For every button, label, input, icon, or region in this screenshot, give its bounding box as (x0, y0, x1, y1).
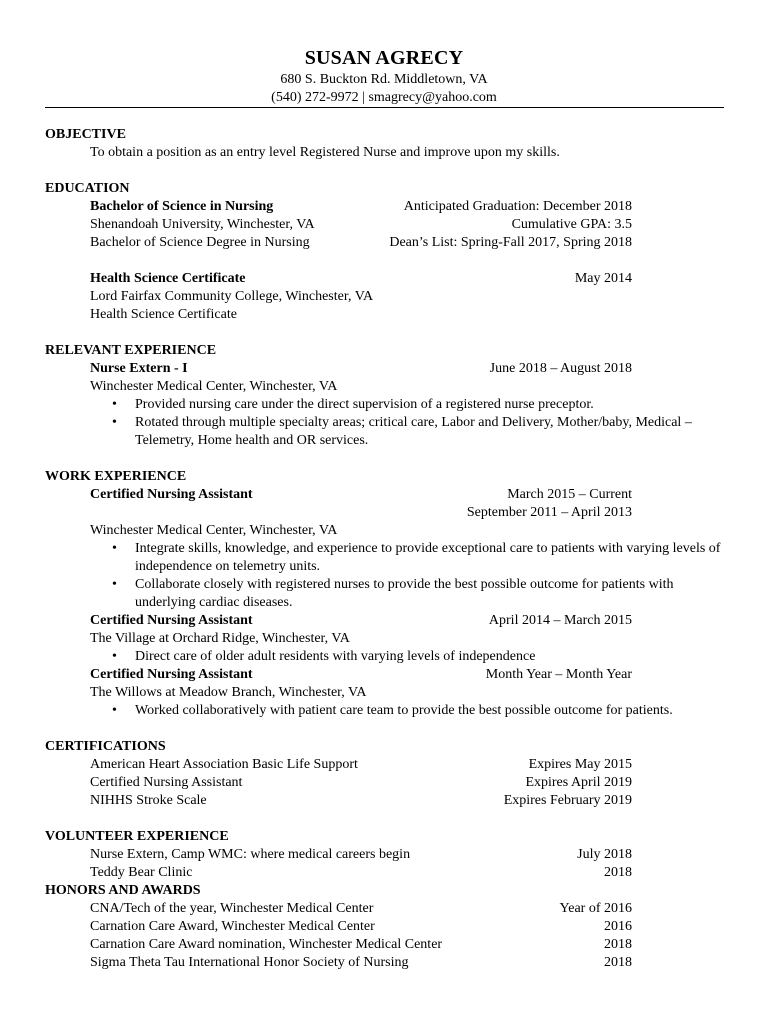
education-entry-degree (45, 234, 632, 252)
volunteer-row (45, 864, 632, 882)
volunteer-date: July 2018 (577, 847, 632, 862)
degree-name: Bachelor of Science Degree in Nursing (90, 235, 310, 250)
certification-row (45, 774, 632, 792)
award-name: Carnation Care Award, Winchester Medical Center (90, 919, 375, 934)
certification-row (45, 756, 632, 774)
bullet-icon: • (112, 415, 117, 430)
section-heading: CERTIFICATIONS (45, 739, 166, 754)
certification-row (45, 792, 632, 810)
award-date: 2018 (604, 937, 632, 952)
certification-name: Certified Nursing Assistant (90, 775, 243, 790)
bullet-text: Collaborate closely with registered nurses to provide the best possible outcome for patients with underlying cardiac diseases. (135, 577, 674, 610)
education-entry-title (45, 198, 632, 216)
job-title-row (45, 360, 632, 378)
job-dates: April 2014 – March 2015 (488, 613, 632, 628)
award-date: 2016 (604, 919, 632, 934)
certificate-date: May 2014 (574, 271, 632, 286)
certification-expiry: Expires February 2019 (503, 793, 632, 808)
school-name: Shenandoah University, Winchester, VA (90, 217, 315, 232)
list-item (112, 648, 725, 666)
volunteer-name: Teddy Bear Clinic (90, 865, 193, 880)
bullet-list (45, 396, 725, 450)
volunteer-name: Nurse Extern, Camp WMC: where medical careers begin (90, 847, 411, 862)
job-dates: Month Year – Month Year (485, 667, 632, 682)
school-name: Lord Fairfax Community College, Winchester, VA (90, 289, 374, 304)
job-title: Certified Nursing Assistant (90, 487, 253, 502)
list-item (112, 702, 725, 720)
bullet-text: Provided nursing care under the direct supervision of a registered nurse preceptor. (135, 397, 594, 412)
degree-name: Health Science Certificate (90, 307, 237, 322)
award-name: Carnation Care Award nomination, Winchester Medical Center (90, 937, 443, 952)
bullet-icon: • (112, 577, 117, 592)
section-heading: VOLUNTEER EXPERIENCE (45, 829, 229, 844)
certification-expiry: Expires April 2019 (525, 775, 632, 790)
job-title-row (45, 486, 632, 504)
list-item (112, 540, 725, 576)
education-entry-school (45, 216, 632, 234)
volunteer-section (45, 828, 725, 882)
job-dates-row (45, 504, 632, 522)
certification-name: NIHHS Stroke Scale (90, 793, 207, 808)
award-date: Year of 2016 (559, 901, 632, 916)
award-name: CNA/Tech of the year, Winchester Medical Center (90, 901, 374, 916)
spacer (45, 252, 725, 270)
work-experience-section (45, 468, 725, 720)
resume-body (45, 126, 725, 972)
section-heading: HONORS AND AWARDS (45, 883, 201, 898)
certification-expiry: Expires May 2015 (528, 757, 632, 772)
volunteer-row (45, 846, 632, 864)
list-item (112, 396, 725, 414)
degree-title: Bachelor of Science in Nursing (90, 199, 274, 214)
job-dates: September 2011 – April 2013 (466, 505, 632, 520)
section-heading: OBJECTIVE (45, 127, 126, 142)
bullet-list (45, 648, 725, 666)
award-row (45, 918, 632, 936)
education-entry-title (45, 270, 632, 288)
employer: The Village at Orchard Ridge, Winchester, VA (90, 631, 350, 646)
gpa: Cumulative GPA: 3.5 (511, 217, 632, 232)
award-date: 2018 (604, 955, 632, 970)
award-name: Sigma Theta Tau International Honor Society of Nursing (90, 955, 409, 970)
deans-list: Dean’s List: Spring-Fall 2017, Spring 2018 (389, 235, 632, 250)
bullet-icon: • (112, 397, 117, 412)
employer: Winchester Medical Center, Winchester, VA (90, 523, 338, 538)
bullet-text: Worked collaboratively with patient care team to provide the best possible outcome for patients. (135, 703, 673, 718)
job-dates: March 2015 – Current (507, 487, 632, 502)
bullet-icon: • (112, 703, 117, 718)
volunteer-date: 2018 (604, 865, 632, 880)
certifications-section (45, 738, 725, 810)
employer: The Willows at Meadow Branch, Winchester, VA (90, 685, 367, 700)
relevant-experience-section (45, 342, 725, 450)
list-item (112, 576, 725, 612)
job-title: Nurse Extern - I (90, 361, 188, 376)
job-title-row (45, 612, 632, 630)
job-title-row (45, 666, 632, 684)
section-heading: WORK EXPERIENCE (45, 469, 187, 484)
bullet-text: Rotated through multiple specialty areas; critical care, Labor and Delivery, Mother/baby, Medical – Telemetry, Home health and OR services. (135, 415, 692, 448)
address: 680 S. Buckton Rd. Middletown, VA (280, 72, 488, 87)
section-heading: EDUCATION (45, 181, 130, 196)
bullet-list (45, 702, 725, 720)
award-row (45, 936, 632, 954)
graduation-date: Anticipated Graduation: December 2018 (403, 199, 632, 214)
certification-name: American Heart Association Basic Life Support (90, 757, 358, 772)
education-section (45, 180, 725, 324)
contact-info: (540) 272-9972 | smagrecy@yahoo.com (271, 90, 497, 105)
award-row (45, 900, 632, 918)
candidate-name: SUSAN AGRECY (304, 47, 464, 69)
employer: Winchester Medical Center, Winchester, VA (90, 379, 338, 394)
resume-header (0, 45, 768, 107)
certificate-title: Health Science Certificate (90, 271, 246, 286)
section-heading: RELEVANT EXPERIENCE (45, 343, 217, 358)
bullet-text: Integrate skills, knowledge, and experience to provide exceptional care to patients with varying levels of independence on telemetry units. (135, 541, 721, 574)
honors-section (45, 882, 725, 972)
header-divider (45, 107, 724, 108)
bullet-list (45, 540, 725, 612)
job-title: Certified Nursing Assistant (90, 667, 253, 682)
bullet-icon: • (112, 541, 117, 556)
job-dates: June 2018 – August 2018 (489, 361, 632, 376)
list-item (112, 414, 725, 450)
objective-section (45, 126, 725, 162)
award-row (45, 954, 632, 972)
job-title: Certified Nursing Assistant (90, 613, 253, 628)
objective-text: To obtain a position as an entry level Registered Nurse and improve upon my skills. (90, 145, 560, 160)
bullet-text: Direct care of older adult residents with varying levels of independence (135, 649, 536, 664)
bullet-icon: • (112, 649, 117, 664)
